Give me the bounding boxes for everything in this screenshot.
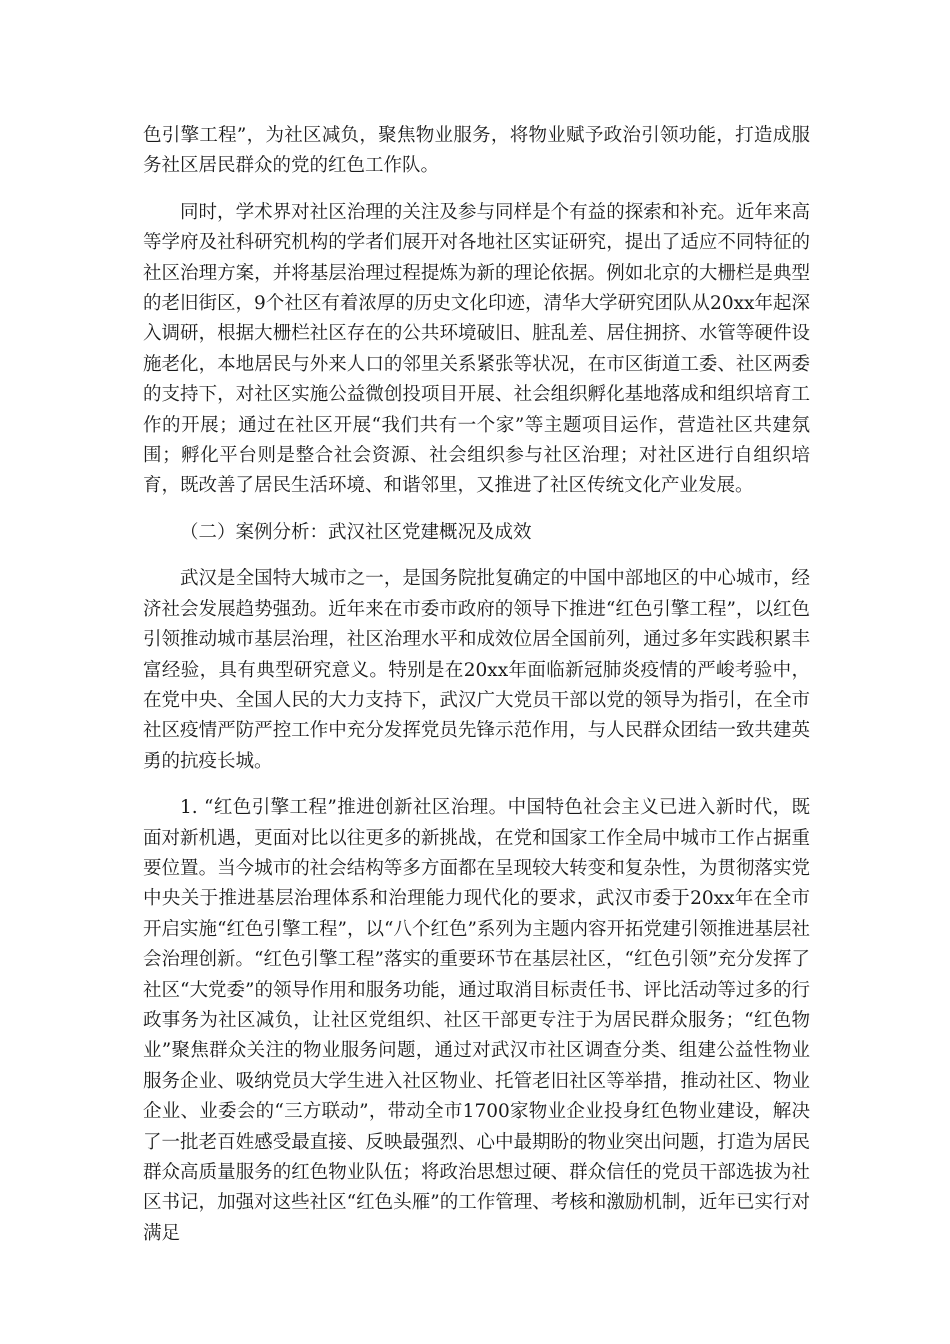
paragraph-continuation: 色引擎工程”，为社区减负，聚焦物业服务，将物业赋予政治引领功能，打造成服务社区居民群众的党的红色工作队。 xyxy=(143,125,810,177)
paragraph-wuhan-overview: 武汉是全国特大城市之一，是国务院批复确定的中国中部地区的中心城市，经济社会发展趋势强劲。近年来在市委市政府的领导下推进“红色引擎工程”，以红色引领推动城市基层治理，社区治理水平和成效位居全国前列，通过多年实践积累丰富经验，具有典型研究意义。特别是在20xx年面临新冠肺炎疫情的严峻考验中，在党中央、全国人民的大力支持下，武汉广大党员干部以党的领导为指引，在全市社区疫情严防严控工作中充分发挥党员先锋示范作用，与人民群众团结一致共建英勇的抗疫长城。 xyxy=(143,568,810,772)
document-body xyxy=(143,121,810,1249)
paragraph-academic-participation: 同时，学术界对社区治理的关注及参与同样是个有益的探索和补充。近年来高等学府及社科研究机构的学者们展开对各地社区实证研究，提出了适应不同特征的社区治理方案，并将基层治理过程提炼为新的理论依据。例如北京的大栅栏是典型的老旧街区，9个社区有着浓厚的历史文化印迹，清华大学研究团队从20xx年起深入调研，根据大栅栏社区存在的公共环境破旧、脏乱差、居住拥挤、水管等硬件设施老化，本地居民与外来人口的邻里关系紧张等状况，在市区街道工委、社区两委的支持下，对社区实施公益微创投项目开展、社会组织孵化基地落成和组织培育工作的开展；通过在社区开展“我们共有一个家”等主题项目运作，营造社区共建氛围；孵化平台则是整合社会资源、社会组织参与社区治理；对社区进行自组织培育，既改善了居民生活环境、和谐邻里，又推进了社区传统文化产业发展。 xyxy=(143,201,810,497)
paragraph-red-engine: 1. “红色引擎工程”推进创新社区治理。中国特色社会主义已进入新时代，既面对新机遇，更面对比以往更多的新挑战，在党和国家工作全局中城市工作占据重要位置。当今城市的社会结构等多方面都在呈现较大转变和复杂性，为贯彻落实党中央关于推进基层治理体系和治理能力现代化的要求，武汉市委于20xx年在全市开启实施“红色引擎工程”，以“八个红色”系列为主题内容开拓党建引领推进基层社会治理创新。“红色引擎工程”落实的重要环节在基层社区，“红色引领”充分发挥了社区“大党委”的领导作用和服务功能，通过取消目标责任书、评比活动等过多的行政事务为社区减负，让社区党组织、社区干部更专注于为居民群众服务；“红色物业”聚焦群众关注的物业服务问题，通过对武汉市社区调查分类、组建公益性物业服务企业、吸纳党员大学生进入社区物业、托管老旧社区等举措，推动社区、物业企业、业委会的“三方联动”，带动全市1700家物业企业投身红色物业建设，解决了一批老百姓感受最直接、反映最强烈、心中最期盼的物业突出问题，打造为居民群众高质量服务的红色物业队伍；将政治思想过硬、群众信任的党员干部选拔为社区书记，加强对这些社区“红色头雁”的工作管理、考核和激励机制，近年已实行对满足 xyxy=(143,797,810,1244)
section-heading: （二）案例分析：武汉社区党建概况及成效 xyxy=(180,521,532,543)
